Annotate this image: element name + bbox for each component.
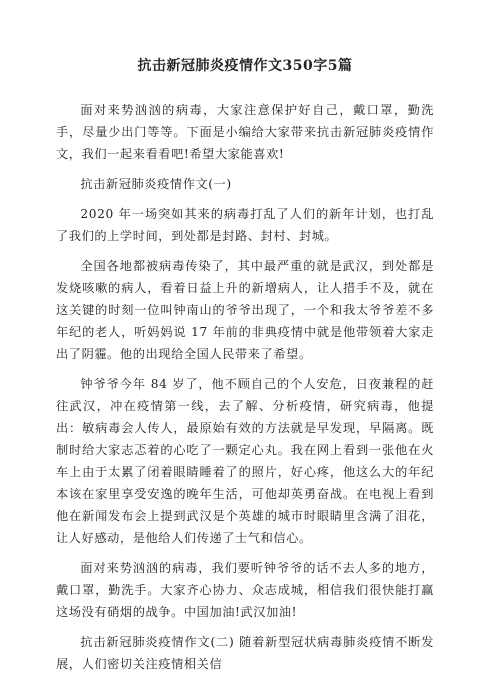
body-paragraph: 2020 年一场突如其来的病毒打乱了人们的新年计划，也打乱了我们的上学时间，到处都是封路、封村、封城。	[56, 207, 434, 243]
document-title: 抗击新冠肺炎疫情作文350字5篇	[137, 58, 353, 74]
section-heading-2: 抗击新冠肺炎疫情作文(二) 随着新型冠状病毒肺炎疫情不断发展，人们密切关注疫情相关信	[56, 635, 434, 671]
body-paragraph: 全国各地都被病毒传染了，其中最严重的就是武汉，到处都是发烧咳嗽的病人，看着日益上升的新增病人，让人措手不及，就在这关键的时刻一位叫钟南山的爷爷出现了，一个和我太爷爷差不多年纪的老人，听妈妈说 17 年前的非典疫情中就是他带领着大家走出了阴霾。他的出现给全国人民带来了希望。	[56, 259, 434, 361]
body-paragraph: 面对来势汹汹的病毒，我们要听钟爷爷的话不去人多的地方，戴口罩，勤洗手。大家齐心协力、众志成城，相信我们很快能打赢这场没有硝烟的战争。中国加油!武汉加油!	[56, 561, 434, 619]
intro-paragraph: 面对来势汹汹的病毒，大家注意保护好自己，戴口罩，勤洗手，尽量少出门等等。下面是小编给大家带来抗击新冠肺炎疫情作文，我们一起来看看吧!希望大家能喜欢!	[56, 103, 434, 161]
body-paragraph: 钟爷爷今年 84 岁了，他不顾自己的个人安危，日夜兼程的赶往武汉，冲在疫情第一线，去了解、分析疫情，研究病毒，他提出：敏病毒会人传人，最原始有效的方法就是早发现，早隔离。既制时给大家志忑着的心吃了一颗定心丸。我在网上看到一张他在火车上由于太累了闭着眼睛睡着了的照片，好心疼，他这么大的年纪本该在家里享受安逸的晚年生活，可他却英勇奋战。在电视上看到他在新闻发布会上提到武汉是个英雄的城市时眼睛里含满了泪花，让人好感动，是他给人们传递了士气和信心。	[56, 377, 434, 545]
section-heading-1: 抗击新冠肺炎疫情作文(一)	[80, 177, 232, 191]
